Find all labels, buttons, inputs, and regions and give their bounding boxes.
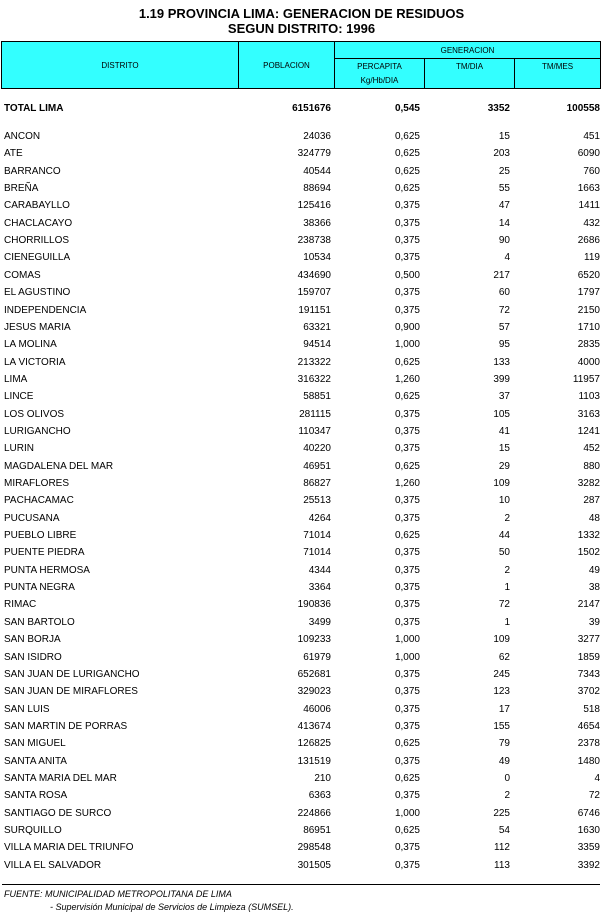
tm-dia-cell: 15 (498, 443, 510, 455)
poblacion-cell: 301505 (297, 859, 331, 871)
tm-mes-cell: 1710 (577, 321, 600, 333)
table-row (0, 354, 603, 371)
tm-mes-cell: 1241 (577, 425, 600, 437)
tm-mes-cell: 3392 (577, 859, 600, 871)
table-row (0, 787, 603, 804)
tm-mes-cell: 3163 (577, 408, 600, 420)
percapita-cell: 0,375 (394, 755, 420, 767)
percapita-cell: 0,375 (394, 235, 420, 247)
percapita-cell: 0,625 (394, 460, 420, 472)
header-tm-dia: TM/DIA (455, 61, 484, 71)
table-row (0, 753, 603, 770)
percapita-cell: 0,375 (394, 790, 420, 802)
percapita-cell: 0,625 (394, 165, 420, 177)
table-row (0, 649, 603, 666)
district-name: CIENEGUILLA (4, 252, 71, 264)
district-name: CARABAYLLO (4, 200, 70, 212)
tm-mes-cell: 1103 (578, 391, 600, 403)
table-row (0, 735, 603, 752)
tm-mes-cell: 7343 (577, 668, 600, 680)
percapita-cell: 0,375 (394, 564, 420, 576)
percapita-cell: 0,625 (394, 391, 420, 403)
tm-mes-cell: 49 (588, 564, 600, 576)
tm-mes-cell: 3282 (577, 478, 600, 489)
tm-dia-cell: 41 (498, 425, 510, 437)
percapita-cell: 0,375 (394, 599, 420, 611)
tm-dia-cell: 109 (493, 478, 510, 489)
total-tm-dia: 3352 (487, 103, 510, 114)
tm-mes-cell: 452 (583, 443, 600, 455)
tm-mes-cell: 1332 (577, 530, 600, 542)
tm-mes-cell: 2147 (577, 599, 600, 611)
table-header (1, 41, 601, 89)
percapita-cell: 0,375 (394, 703, 420, 715)
district-name: SAN ISIDRO (4, 651, 62, 663)
tm-dia-cell: 17 (498, 703, 510, 715)
header-generacion: GENERACION (440, 45, 495, 55)
poblacion-cell: 61979 (303, 651, 331, 663)
tm-mes-cell: 518 (583, 703, 600, 715)
percapita-cell: 0,375 (394, 582, 420, 594)
tm-dia-cell: 72 (498, 304, 510, 316)
table-row (0, 805, 603, 822)
tm-dia-cell: 25 (498, 165, 510, 177)
percapita-cell: 1,260 (394, 373, 420, 385)
tm-dia-cell: 57 (498, 321, 510, 333)
tm-mes-cell: 11957 (572, 373, 600, 385)
tm-dia-cell: 49 (498, 755, 510, 767)
table-row (0, 544, 603, 561)
percapita-cell: 0,375 (394, 616, 420, 628)
tm-mes-cell: 39 (588, 616, 600, 628)
source-line: FUENTE: MUNICIPALIDAD METROPOLITANA DE LIMA (4, 889, 232, 899)
percapita-cell: 0,375 (394, 842, 420, 854)
table-row (0, 579, 603, 596)
tm-mes-cell: 2835 (577, 339, 600, 351)
percapita-cell: 1,260 (394, 478, 420, 489)
poblacion-cell: 40220 (303, 443, 331, 455)
percapita-cell: 1,000 (394, 807, 420, 819)
tm-mes-cell: 38 (588, 582, 600, 594)
table-row (0, 562, 603, 579)
tm-mes-cell: 4 (594, 772, 600, 784)
total-name: TOTAL LIMA (4, 103, 64, 114)
header-poblacion: POBLACION (263, 60, 310, 70)
tm-mes-cell: 287 (583, 495, 600, 507)
table-row (0, 215, 603, 232)
tm-dia-cell: 62 (498, 651, 510, 663)
table-row (0, 249, 603, 266)
header-percapita-unit: Kg/Hb/DIA (360, 76, 399, 85)
district-name: PUENTE PIEDRA (4, 547, 85, 559)
tm-mes-cell: 4000 (577, 356, 600, 368)
percapita-cell: 0,625 (394, 148, 420, 160)
district-name: LURIGANCHO (4, 425, 71, 437)
table-title: 1.19 PROVINCIA LIMA: GENERACION DE RESIDUOS (138, 6, 465, 21)
percapita-cell: 0,375 (394, 859, 420, 871)
tm-mes-cell: 1480 (577, 755, 600, 767)
table-row (0, 718, 603, 735)
tm-dia-cell: 54 (498, 825, 510, 836)
tm-mes-cell: 2150 (577, 304, 600, 316)
tm-dia-cell: 2 (504, 512, 510, 524)
poblacion-cell: 210 (314, 772, 331, 784)
poblacion-cell: 281115 (299, 408, 331, 420)
district-name: COMAS (4, 269, 41, 281)
percapita-cell: 0,375 (394, 304, 420, 316)
percapita-cell: 0,375 (394, 668, 420, 680)
tm-dia-cell: 2 (504, 564, 510, 576)
total-tm-mes: 100558 (566, 103, 600, 114)
table-row (0, 336, 603, 353)
tm-dia-cell: 95 (498, 339, 510, 351)
percapita-cell: 0,375 (394, 495, 420, 507)
poblacion-cell: 329023 (297, 686, 331, 698)
poblacion-cell: 213322 (297, 356, 331, 368)
tm-mes-cell: 3359 (577, 842, 600, 854)
tm-mes-cell: 6746 (577, 807, 600, 819)
percapita-cell: 1,000 (394, 634, 420, 646)
tm-mes-cell: 3702 (577, 686, 600, 698)
table-subtitle: SEGUN DISTRITO: 1996 (227, 21, 376, 36)
table-row (0, 527, 603, 544)
district-name: LA MOLINA (4, 339, 57, 351)
table-row (0, 614, 603, 631)
table-row (0, 371, 603, 388)
district-name: PUNTA HERMOSA (4, 564, 90, 576)
tm-dia-cell: 29 (498, 460, 510, 472)
table-row (0, 145, 603, 162)
tm-mes-cell: 6090 (577, 148, 600, 160)
tm-dia-cell: 14 (498, 217, 510, 229)
district-name: MAGDALENA DEL MAR (4, 460, 114, 472)
tm-mes-cell: 1411 (578, 200, 600, 212)
percapita-cell: 1,000 (394, 651, 420, 663)
tm-dia-cell: 105 (493, 408, 510, 420)
poblacion-cell: 3364 (308, 582, 331, 594)
tm-dia-cell: 155 (493, 720, 510, 732)
percapita-cell: 0,900 (394, 321, 420, 333)
district-name: BREÑA (4, 183, 39, 195)
percapita-cell: 0,500 (394, 269, 420, 281)
district-name: RIMAC (4, 599, 37, 611)
poblacion-cell: 94514 (303, 339, 331, 351)
tm-dia-cell: 399 (493, 373, 510, 385)
tm-mes-cell: 432 (583, 217, 600, 229)
poblacion-cell: 126825 (297, 738, 331, 750)
tm-dia-cell: 44 (498, 530, 510, 542)
table-row (0, 388, 603, 405)
poblacion-cell: 652681 (297, 668, 331, 680)
percapita-cell: 0,375 (394, 217, 420, 229)
table-row (0, 440, 603, 457)
poblacion-cell: 3499 (308, 616, 331, 628)
percapita-cell: 0,625 (394, 131, 420, 142)
table-row (0, 666, 603, 683)
poblacion-cell: 86951 (303, 825, 331, 836)
tm-dia-cell: 203 (493, 148, 510, 160)
percapita-cell: 0,375 (394, 252, 420, 264)
table-row (0, 492, 603, 509)
tm-dia-cell: 133 (493, 356, 510, 368)
table-row (0, 319, 603, 336)
table-row (0, 458, 603, 475)
percapita-cell: 0,375 (394, 686, 420, 698)
tm-mes-cell: 48 (588, 512, 600, 524)
percapita-cell: 0,375 (394, 547, 420, 559)
poblacion-cell: 191151 (298, 304, 331, 316)
tm-mes-cell: 1797 (577, 287, 600, 299)
tm-dia-cell: 113 (494, 859, 510, 871)
tm-dia-cell: 4 (504, 252, 510, 264)
poblacion-cell: 110347 (298, 425, 331, 437)
poblacion-cell: 324779 (297, 148, 331, 160)
table-row (0, 128, 603, 145)
district-name: CHACLACAYO (4, 217, 73, 229)
tm-mes-cell: 72 (588, 790, 600, 802)
district-name: SANTA MARIA DEL MAR (4, 772, 117, 784)
district-name: JESUS MARIA (4, 321, 71, 333)
table-row (0, 197, 603, 214)
percapita-cell: 0,375 (394, 425, 420, 437)
district-name: MIRAFLORES (4, 478, 70, 489)
poblacion-cell: 25513 (303, 495, 331, 507)
poblacion-cell: 71014 (303, 547, 331, 559)
district-name: VILLA EL SALVADOR (4, 859, 102, 871)
percapita-cell: 0,625 (394, 530, 420, 542)
percapita-cell: 1,000 (394, 339, 420, 351)
poblacion-cell: 38366 (303, 217, 331, 229)
poblacion-cell: 131519 (297, 755, 331, 767)
tm-mes-cell: 1859 (577, 651, 600, 663)
total-percapita: 0,545 (394, 103, 420, 114)
table-row (0, 596, 603, 613)
tm-dia-cell: 60 (498, 287, 510, 299)
percapita-cell: 0,375 (394, 408, 420, 420)
header-percapita: PERCAPITA (357, 61, 402, 71)
tm-dia-cell: 1 (504, 582, 510, 594)
district-name: SANTA ANITA (4, 755, 67, 767)
header-distrito: DISTRITO (101, 60, 139, 70)
district-name: SANTIAGO DE SURCO (4, 807, 112, 819)
tm-dia-cell: 123 (493, 686, 510, 698)
tm-mes-cell: 2686 (577, 235, 600, 247)
table-row (0, 683, 603, 700)
tm-mes-cell: 451 (583, 131, 600, 142)
district-name: SAN BARTOLO (4, 616, 75, 628)
table-row (0, 232, 603, 249)
district-name: INDEPENDENCIA (4, 304, 87, 316)
tm-dia-cell: 90 (498, 235, 510, 247)
tm-mes-cell: 2378 (577, 738, 600, 750)
tm-dia-cell: 112 (494, 842, 510, 854)
district-name: SAN LUIS (4, 703, 50, 715)
district-name: ANCON (4, 131, 41, 142)
tm-mes-cell: 1630 (577, 825, 600, 836)
table-row (0, 302, 603, 319)
tm-dia-cell: 55 (498, 183, 510, 195)
tm-dia-cell: 37 (498, 391, 510, 403)
district-name: SAN BORJA (4, 634, 61, 646)
poblacion-cell: 46951 (303, 460, 331, 472)
district-name: PUNTA NEGRA (4, 582, 75, 594)
tm-mes-cell: 4654 (577, 720, 600, 732)
district-name: SAN MIGUEL (4, 738, 66, 750)
poblacion-cell: 238738 (297, 235, 331, 247)
poblacion-cell: 46006 (303, 703, 331, 715)
district-name: PUCUSANA (4, 512, 60, 524)
table-row (0, 284, 603, 301)
table-row (0, 423, 603, 440)
district-name: ATE (4, 148, 23, 160)
percapita-cell: 0,625 (394, 825, 420, 836)
table-row (0, 510, 603, 527)
tm-mes-cell: 1502 (577, 547, 600, 559)
poblacion-cell: 63321 (303, 321, 331, 333)
percapita-cell: 0,625 (394, 356, 420, 368)
district-name: VILLA MARIA DEL TRIUNFO (4, 842, 134, 854)
district-name: SANTA ROSA (4, 790, 68, 802)
table-row (0, 701, 603, 718)
footer-divider (2, 884, 600, 885)
percapita-cell: 0,375 (394, 512, 420, 524)
district-name: LOS OLIVOS (4, 408, 65, 420)
table-row (0, 180, 603, 197)
poblacion-cell: 413674 (297, 720, 331, 732)
source-detail: - Supervisión Municipal de Servicios de Limpieza (SUMSEL). (50, 902, 294, 912)
tm-mes-cell: 1663 (577, 183, 600, 195)
percapita-cell: 0,375 (394, 443, 420, 455)
poblacion-cell: 88694 (303, 183, 331, 195)
tm-dia-cell: 217 (493, 269, 510, 281)
tm-dia-cell: 0 (504, 772, 510, 784)
percapita-cell: 0,375 (394, 287, 420, 299)
percapita-cell: 0,625 (394, 772, 420, 784)
tm-dia-cell: 15 (498, 131, 510, 142)
percapita-cell: 0,375 (394, 200, 420, 212)
district-name: EL AGUSTINO (4, 287, 71, 299)
poblacion-cell: 58851 (303, 391, 331, 403)
poblacion-cell: 125416 (297, 200, 331, 212)
table-row (0, 267, 603, 284)
table-row (0, 163, 603, 180)
percapita-cell: 0,625 (394, 738, 420, 750)
tm-dia-cell: 47 (498, 200, 510, 212)
district-name: PUEBLO LIBRE (4, 530, 77, 542)
poblacion-cell: 316322 (297, 373, 331, 385)
tm-dia-cell: 79 (498, 738, 510, 750)
district-name: SAN JUAN DE MIRAFLORES (4, 686, 138, 698)
total-row (0, 100, 603, 117)
table-row (0, 475, 603, 492)
table-row (0, 631, 603, 648)
tm-dia-cell: 1 (504, 616, 510, 628)
tm-dia-cell: 245 (493, 668, 510, 680)
total-poblacion: 6151676 (292, 103, 331, 114)
poblacion-cell: 6363 (308, 790, 331, 802)
district-name: LA VICTORIA (4, 356, 66, 368)
tm-dia-cell: 109 (493, 634, 510, 646)
tm-mes-cell: 6520 (577, 269, 600, 281)
poblacion-cell: 24036 (303, 131, 331, 142)
header-tm-mes: TM/MES (541, 61, 574, 71)
district-name: LURIN (4, 443, 35, 455)
poblacion-cell: 109233 (297, 634, 331, 646)
tm-mes-cell: 880 (583, 460, 600, 472)
tm-dia-cell: 50 (498, 547, 510, 559)
district-name: SAN JUAN DE LURIGANCHO (4, 668, 140, 680)
poblacion-cell: 40544 (303, 165, 331, 177)
district-name: PACHACAMAC (4, 495, 74, 507)
poblacion-cell: 190836 (297, 599, 331, 611)
table-row (0, 857, 603, 874)
poblacion-cell: 4344 (308, 564, 331, 576)
table-row (0, 822, 603, 839)
percapita-cell: 0,625 (394, 183, 420, 195)
tm-mes-cell: 760 (583, 165, 600, 177)
table-row (0, 770, 603, 787)
poblacion-cell: 434690 (297, 269, 331, 281)
poblacion-cell: 86827 (303, 478, 331, 489)
tm-dia-cell: 225 (493, 807, 510, 819)
table-row (0, 839, 603, 856)
district-name: SURQUILLO (4, 825, 62, 836)
district-name: BARRANCO (4, 165, 61, 177)
poblacion-cell: 10534 (303, 252, 331, 264)
poblacion-cell: 159707 (297, 287, 331, 299)
tm-dia-cell: 2 (504, 790, 510, 802)
tm-mes-cell: 119 (584, 252, 600, 264)
district-name: SAN MARTIN DE PORRAS (4, 720, 128, 732)
district-name: LIMA (4, 373, 28, 385)
poblacion-cell: 4264 (308, 512, 331, 524)
tm-dia-cell: 10 (498, 495, 510, 507)
table-row (0, 406, 603, 423)
tm-mes-cell: 3277 (577, 634, 600, 646)
poblacion-cell: 224866 (297, 807, 331, 819)
district-name: CHORRILLOS (4, 235, 70, 247)
poblacion-cell: 298548 (297, 842, 331, 854)
percapita-cell: 0,375 (394, 720, 420, 732)
poblacion-cell: 71014 (303, 530, 331, 542)
tm-dia-cell: 72 (498, 599, 510, 611)
district-name: LINCE (4, 391, 34, 403)
